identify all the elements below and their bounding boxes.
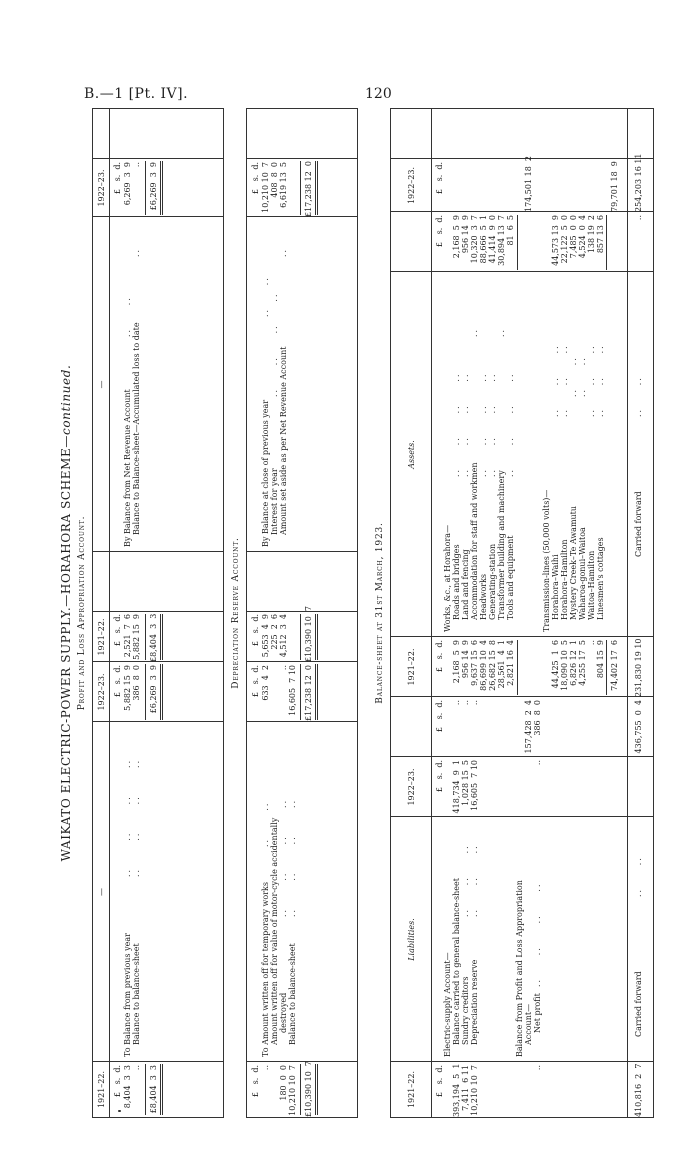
dep-right-c1-1: 5,653 4 9 <box>261 614 270 658</box>
bs-liab-cf-2: 436,755 0 4 <box>634 700 643 754</box>
dep-account-title: Depreciation Reserve Account. <box>231 537 241 689</box>
pl-right-c2-1: 6,269 3 9 <box>123 162 132 206</box>
pl-units-2: £ s. d. <box>113 665 122 698</box>
bs-units-5: £ s. d. <box>435 215 444 248</box>
dep-right-c2-1: 10,210 10 7 <box>261 162 270 213</box>
bs-trans-line-6: Linesmen's cottages <box>596 537 605 620</box>
bs-works-c2-4: 88,666 5 1 <box>479 215 488 264</box>
pl-left-c1-2: .. <box>132 1065 141 1071</box>
dep-right-c2-3: 6,619 13 5 <box>279 162 288 208</box>
pl-left-total-1: £8,404 3 3 <box>149 1065 158 1114</box>
dep-units-1: £ s. d. <box>251 1065 260 1098</box>
bs-table: 1921–22. Liabilities. 1922–23. 1921–22. Assets. 1922–23. £ s. d. £ s. d. £ s. d. £ s. d. £ s. d. £ s. d. Electric-supply Account— Balance carried to general balance-sheet Sundry creditors Depreciation reserve Balance from Profit and Loss Appropriation Account— Net profit .. .. .. .. .. .. .. .. .. .. 393,194 5 1 7,411 6 11 10,210 10 7 .. 418,734 9 1 1,028 15 5 16,605 7 10 .. 386 8 0 .. .. .. Works, &c., at Horahora— Roads and bridges Land and fencing Accommodation for staff and workmen Headworks Generating-station Transformer building and machinery Tools and equipment .. .. .. .. .. .. .. .. .. .. .. .. .. .. .. .. .. .. .. .. .. .. 2,168 5 9 956 14 9 9,637 15 6 86,699 10 4 26,682 15 8 28,561 4 1 2,821 16 4 2,168 5 9 956 14 9 10,320 3 7 88,666 5 1 41,414 9 0 30,894 13 7 81 6 5 157,428 2 4 174,501 18 2 Transmission-lines (50,000 volts)— Horahora–Waihi Horahora–Hamilton Mystery Creek–Te Awamutu Waharoa-gonui–Waitoa Waitoa–Hamilton Linesmen's cottages .. .. .. .. .. .. .. .. .. .. .. .. .. .. .. .. 44,425 1 6 18,090 10 5 6,826 12 1 4,255 17 5 .. 804 15 9 44,573 13 9 22,122 5 0 7,485 0 0 4,524 0 4 138 19 2 857 13 6 74,402 17 6 79,701 18 9 Carried forward .. .. Carried forward .. .. 410,816 2 7 436,755 0 4 231,830 19 10 .. 254,203 16 11 <box>390 108 654 1118</box>
dep-left-total-2: £17,238 12 0 <box>304 665 313 721</box>
pl-table: 1921–22. — 1922–23. 1921–22. — 1922–23. £ s. d. £ s. d. £ s. d. £ s. d. To Balance from previous year Balance to balance-sheet .. .. .. .. .. .. .. .. 8,404 3 3 .. 5,882 15 9 386 8 0 By Balance from Net Revenue Account Balance to Balance-sheet—Accumulated loss to date .. .. .. 2,521 7 6 5,882 15 9 6,269 3 9 .. £8,404 3 3 £6,269 3 9 £8,404 3 3 £6,269 3 9 <box>92 108 224 1118</box>
bs-assets-header: Assets. <box>407 440 416 469</box>
bs-trans-c2-5: 138 19 2 <box>587 215 596 254</box>
bs-trans-c1-5: .. <box>587 640 596 646</box>
dep-right-total-1: £10,390 10 7 <box>304 606 313 662</box>
bs-works-c1-4: 86,699 10 4 <box>479 640 488 691</box>
dep-right-c2-2: 408 8 0 <box>270 162 279 198</box>
dep-table: £ s. d. £ s. d. £ s. d. £ s. d. To Amount written off for temporary works Amount written off for value of motor-cycle accidentally destroyed Balance to balance-sheet .. .. .. .. .. .. .. .. .. .. .. 180 0 0 10,210 10 7 633 4 2 .. 16,605 7 10 By Balance at close of previous year Interest for year Amount set aside as per Net Revenue Account .. .. .. .. .. .. .. 5,653 4 9 225 2 6 4,512 3 4 10,210 10 7 408 8 0 6,619 13 5 £10,390 10 7 £17,238 12 0 £10,390 10 7 £17,238 12 0 <box>246 108 358 1118</box>
dep-units-3: £ s. d. <box>251 614 260 647</box>
pl-account-title: Profit and Loss Appropriation Account. <box>77 515 87 711</box>
pl-year-header-4: 1922–23. <box>97 169 106 207</box>
pl-units-3: £ s. d. <box>113 614 122 647</box>
bs-liab-line-5: Balance from Profit and Loss Appropriation <box>515 880 524 1057</box>
dep-left-c1-1: .. <box>261 1065 270 1071</box>
bs-liab-cf-1: 410,816 2 7 <box>634 1063 643 1117</box>
dep-left-total-1: £10,390 10 7 <box>304 1061 313 1117</box>
bs-liab-c1-1: 393,194 5 1 <box>452 1063 461 1117</box>
pl-right-line-2: Balance to Balance-sheet—Accumulated loss to date <box>132 322 141 535</box>
bs-trans-line-5: Waitoa–Hamilton <box>587 550 596 620</box>
bs-liab-line-1: Electric-supply Account— <box>443 952 452 1057</box>
pl-right-c1-2: 5,882 15 9 <box>132 614 141 660</box>
title-main: WAIKATO ELECTRIC-POWER SUPPLY.—HORAHORA SCHEME— <box>59 435 73 862</box>
bs-works-c1-1: 2,168 5 9 <box>452 640 461 684</box>
bs-works-line-4: Headworks <box>479 573 488 620</box>
bs-liab-c2-2: 1,028 15 5 <box>461 760 470 806</box>
pl-left-c2-2: 386 8 0 <box>132 665 141 701</box>
bs-trans-c1-6: 804 15 9 <box>596 640 605 679</box>
bs-trans-c2-1: 44,573 13 9 <box>551 215 560 266</box>
pl-right-total-2: £6,269 3 9 <box>149 162 158 211</box>
pl-dash-header-right: — <box>97 380 106 389</box>
bs-liab-net-c3: 386 8 0 <box>533 700 542 736</box>
bs-works-subtotal-1: 157,428 2 4 <box>524 700 533 754</box>
bs-trans-c1-3: 6,826 12 1 <box>569 640 578 686</box>
bs-asset-cf-2: 254,203 16 11 <box>634 153 643 212</box>
pl-units-4: £ s. d. <box>113 162 122 195</box>
bs-works-c1-6: 28,561 4 1 <box>497 640 506 689</box>
dep-left-line-3: destroyed <box>279 992 288 1033</box>
bs-works-subtotal-2: 174,501 18 2 <box>524 156 533 212</box>
bs-liabilities-header: Liabilities. <box>407 918 416 961</box>
pl-right-total-1: £8,404 3 3 <box>149 613 158 662</box>
bs-year-header-4: 1922–23. <box>407 166 416 205</box>
bs-works-c1-3: 9,637 15 6 <box>470 640 479 686</box>
pl-year-header-1: 1921–22. <box>97 1070 106 1109</box>
bs-asset-cf-1: 231,830 19 10 <box>634 638 643 697</box>
bs-units-1: £ s. d. <box>435 1065 444 1098</box>
dep-left-c2-3: .. <box>279 665 288 671</box>
pl-left-c2-1: 5,882 15 9 <box>123 665 132 711</box>
page-reference: B.—1 [Pt. IV]. <box>84 86 189 102</box>
bs-trans-line-1: Horahora–Waihi <box>551 554 560 620</box>
bs-trans-line-3: Mystery Creek–Te Awamutu <box>569 505 578 620</box>
dep-units-2: £ s. d. <box>251 665 260 698</box>
dep-left-c2-4: 16,605 7 10 <box>288 665 297 716</box>
pl-year-header-2: 1922–23. <box>97 673 106 711</box>
pl-left-line-2: Balance to balance-sheet <box>132 943 141 1045</box>
page-number: 120 <box>365 86 392 102</box>
pl-right-c1-1: 2,521 7 6 <box>123 614 132 658</box>
bs-works-c2-6: 30,894 13 7 <box>497 215 506 266</box>
pl-dash-header-left: — <box>97 888 106 896</box>
bs-works-c1-2: 956 14 9 <box>461 640 470 679</box>
bs-asset-cf-dots: .. <box>634 215 643 221</box>
bs-works-line-6: Transformer building and machinery <box>497 470 506 620</box>
bs-works-line-3: Accommodation for staff and workmen <box>470 462 479 620</box>
bs-works-line-5: Generating-station <box>488 543 497 620</box>
pl-year-header-3: 1921–22. <box>97 618 106 656</box>
dep-left-line-4: Balance to balance-sheet <box>288 943 297 1045</box>
bs-trans-line-2: Horahora–Hamilton <box>560 539 569 620</box>
bs-trans-header: Transmission-lines (50,000 volts)— <box>542 489 551 632</box>
dep-right-line-2: Interest for year <box>270 468 279 535</box>
bs-year-header-2: 1922–23. <box>407 768 416 806</box>
bs-works-c1-5: 26,682 15 8 <box>488 640 497 691</box>
dep-left-c1-3: 180 0 0 <box>279 1065 288 1101</box>
pl-left-line-1: To Balance from previous year <box>123 933 132 1057</box>
bs-year-header-1: 1921–22. <box>407 1070 416 1109</box>
pl-left-c1-1: 8,404 3 3 <box>123 1065 132 1109</box>
bs-trans-c1-1: 44,425 1 6 <box>551 640 560 689</box>
dep-units-4: £ s. d. <box>251 162 260 195</box>
bs-liab-line-3: Sundry creditors <box>461 976 470 1045</box>
bs-units-6: £ s. d. <box>435 162 444 195</box>
bs-liab-line-6: Account— <box>524 1003 533 1045</box>
rotated-page-content <box>56 108 656 1118</box>
pl-units-1: £ s. d. <box>113 1065 122 1098</box>
bs-asset-carried-forward: Carried forward <box>634 491 643 557</box>
bs-works-header: Works, &c., at Horahora— <box>443 524 452 632</box>
bs-liab-c3-dots-3: .. <box>470 700 479 706</box>
bs-works-line-1: Roads and bridges <box>452 544 461 620</box>
bs-liab-c2-3: 16,605 7 10 <box>470 760 479 811</box>
dep-right-c1-3: 4,512 3 4 <box>279 614 288 658</box>
bs-liab-c3-dots-1: .. <box>452 700 461 706</box>
bs-year-header-3: 1921–22. <box>407 648 416 686</box>
dep-left-line-1: To Amount written off for temporary works <box>261 882 270 1057</box>
bs-liab-line-4: Depreciation reserve <box>470 959 479 1045</box>
bs-title: Balance-sheet at 31st March, 1923. <box>375 522 385 704</box>
bs-liab-line-7: Net profit <box>533 993 542 1033</box>
bs-liab-net-c2: .. <box>533 760 542 766</box>
bs-units-2: £ s. d. <box>435 760 444 793</box>
bs-liab-carried-forward: Carried forward <box>634 971 643 1037</box>
dep-right-c1-2: 225 2 6 <box>270 614 279 650</box>
bs-units-3: £ s. d. <box>435 700 444 733</box>
bs-trans-line-4: Waharoa-gonui–Waitoa <box>578 527 587 620</box>
pl-right-line-1: By Balance from Net Revenue Account <box>123 389 132 547</box>
bs-liab-c3-dots-2: .. <box>461 700 470 706</box>
bs-trans-c2-4: 4,524 0 4 <box>578 215 587 259</box>
bs-works-c1-7: 2,821 16 4 <box>506 640 515 686</box>
bs-trans-c2-2: 22,122 5 0 <box>560 215 569 264</box>
bs-works-line-2: Land and fencing <box>461 549 470 620</box>
bs-trans-subtotal-1: 74,402 17 6 <box>610 640 619 691</box>
bs-liab-line-2: Balance carried to general balance-sheet <box>452 878 461 1045</box>
bs-works-c2-1: 2,168 5 9 <box>452 215 461 259</box>
bs-works-c2-2: 956 14 9 <box>461 215 470 254</box>
dep-left-c2-1: 633 4 2 <box>261 665 270 701</box>
pl-right-c2-2: .. <box>132 162 141 168</box>
bs-works-c2-7: 81 6 5 <box>506 215 515 246</box>
bs-works-c2-3: 10,320 3 7 <box>470 215 479 264</box>
bs-liab-net-c1: .. <box>533 1065 542 1071</box>
dep-right-line-3: Amount set aside as per Net Revenue Account <box>279 346 288 535</box>
bs-liab-c1-2: 7,411 6 11 <box>461 1065 470 1111</box>
bs-works-c2-5: 41,414 9 0 <box>488 215 497 264</box>
title-continued: continued. <box>59 364 73 435</box>
bs-liab-c1-3: 10,210 10 7 <box>470 1065 479 1116</box>
bs-works-line-7: Tools and equipment <box>506 535 515 620</box>
bs-trans-c1-4: 4,255 17 5 <box>578 640 587 686</box>
dep-right-line-1: By Balance at close of previous year <box>261 399 270 547</box>
bs-units-4: £ s. d. <box>435 640 444 673</box>
bs-trans-c2-3: 7,485 0 0 <box>569 215 578 259</box>
dep-right-total-2: £17,238 12 0 <box>304 161 313 217</box>
bs-liab-c2-1: 418,734 9 1 <box>452 760 461 814</box>
document-title <box>59 108 73 1118</box>
print-speck <box>118 1110 121 1112</box>
rotated-canvas <box>56 108 656 1118</box>
dep-left-line-2: Amount written off for value of motor-cycle accidentally <box>270 817 279 1045</box>
pl-left-total-2: £6,269 3 9 <box>149 665 158 714</box>
dep-left-c1-4: 10,210 10 7 <box>288 1065 297 1116</box>
bs-trans-c1-2: 18,090 10 5 <box>560 640 569 691</box>
bs-trans-subtotal-2: 79,701 18 9 <box>610 161 619 212</box>
bs-trans-c2-6: 857 13 6 <box>596 215 605 254</box>
